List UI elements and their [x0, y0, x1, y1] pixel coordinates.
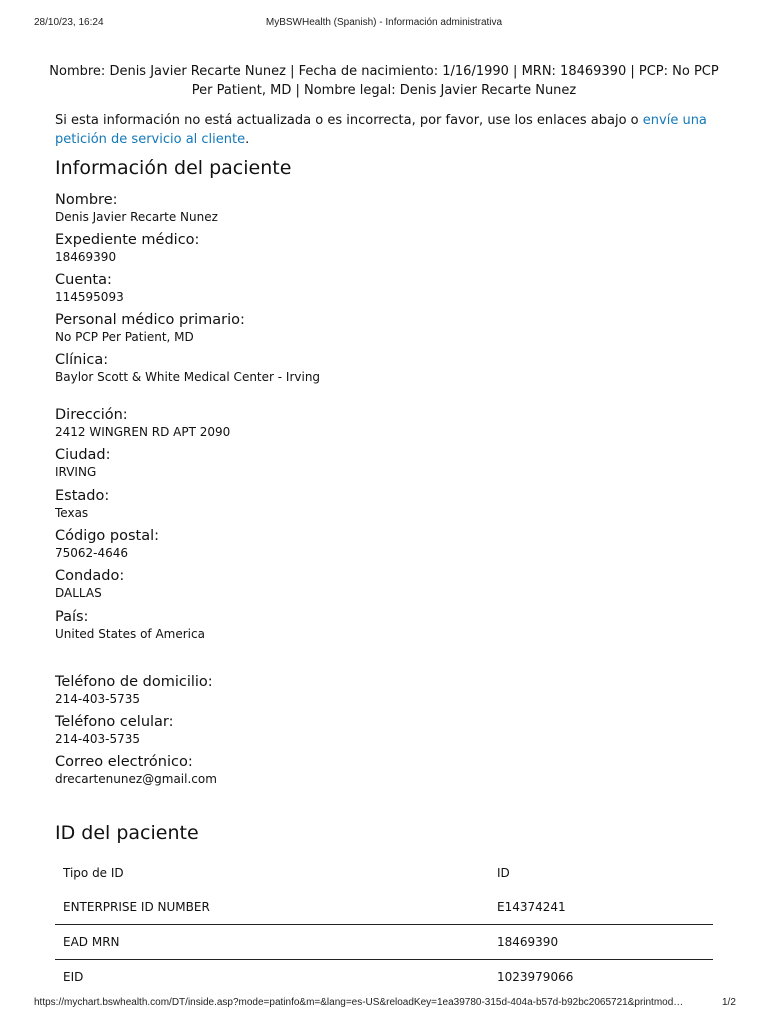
print-date: 28/10/23, 16:24 — [34, 17, 104, 28]
field-address — [55, 406, 715, 440]
patient-summary-line-2: Per Patient, MD | Nombre legal: Denis Javier Recarte Nunez — [191, 83, 577, 98]
field-clinic — [55, 351, 715, 385]
print-page-title: MyBSWHealth (Spanish) - Información administrativa — [265, 17, 503, 28]
table-row — [55, 925, 713, 960]
field-county — [55, 567, 715, 601]
field-label: Expediente médico: — [55, 232, 200, 248]
page-number: 1/2 — [722, 997, 736, 1008]
field-label: Teléfono celular: — [55, 714, 174, 730]
field-value: IRVING — [55, 465, 97, 479]
field-country — [55, 608, 715, 642]
update-notice-end: . — [245, 132, 250, 147]
field-value: Baylor Scott & White Medical Center - Irving — [55, 370, 321, 384]
field-label: Cuenta: — [55, 272, 112, 288]
table-row — [55, 960, 713, 995]
field-label: Código postal: — [55, 528, 160, 544]
patient-info-heading: Información del paciente — [55, 157, 292, 179]
field-home-phone — [55, 673, 715, 707]
field-label: Clínica: — [55, 352, 109, 368]
field-account — [55, 271, 715, 305]
field-value: DALLAS — [55, 586, 102, 600]
field-name — [55, 191, 715, 225]
field-value: 2412 WINGREN RD APT 2090 — [55, 425, 231, 439]
table-cell-id: E14374241 — [489, 890, 713, 925]
field-label: País: — [55, 609, 89, 625]
field-city — [55, 446, 715, 480]
field-value: 214-403-5735 — [55, 692, 141, 706]
table-cell-id-type: EAD MRN — [55, 925, 489, 960]
field-value: 75062-4646 — [55, 546, 129, 560]
table-cell-id: 18469390 — [489, 925, 713, 960]
field-label: Estado: — [55, 488, 110, 504]
table-cell-id-type: ENTERPRISE ID NUMBER — [55, 890, 489, 925]
field-value: Texas — [55, 506, 89, 520]
patient-summary-line-1: Nombre: Denis Javier Recarte Nunez | Fecha de nacimiento: 1/16/1990 | MRN: 18469390 | PCP: No PCP — [49, 64, 719, 79]
field-value: United States of America — [55, 627, 205, 641]
field-value: Denis Javier Recarte Nunez — [55, 210, 218, 224]
field-cell-phone — [55, 713, 715, 747]
field-value: No PCP Per Patient, MD — [55, 330, 194, 344]
field-label: Teléfono de domicilio: — [55, 674, 213, 690]
field-value: 18469390 — [55, 250, 117, 264]
field-value: 214-403-5735 — [55, 732, 141, 746]
field-value: 114595093 — [55, 290, 124, 304]
field-value: drecartenunez@gmail.com — [55, 772, 217, 786]
field-medical-record — [55, 231, 715, 265]
print-url: https://mychart.bswhealth.com/DT/inside.asp?mode=patinfo&m=&lang=es-US&reloadKey=1ea39780-315d-404a-b57d-b92bc2065721&printmod… — [34, 997, 684, 1008]
table-cell-id: 1023979066 — [497, 970, 574, 984]
field-primary-care — [55, 311, 715, 345]
table-header-row — [55, 856, 713, 890]
field-label: Ciudad: — [55, 447, 111, 463]
patient-id-table — [55, 856, 713, 994]
column-header-id: ID — [497, 866, 510, 880]
update-notice-text: Si esta información no está actualizada o es incorrecta, por favor, use los enlaces abajo o — [55, 113, 643, 128]
print-footer — [0, 997, 768, 1011]
field-label: Dirección: — [55, 407, 128, 423]
column-header-id-type: Tipo de ID — [63, 866, 124, 880]
print-header — [0, 17, 768, 31]
field-postal-code — [55, 527, 715, 561]
field-label: Nombre: — [55, 192, 118, 208]
patient-id-heading: ID del paciente — [55, 822, 199, 844]
update-notice — [55, 111, 715, 149]
field-email — [55, 753, 715, 787]
field-label: Condado: — [55, 568, 125, 584]
field-label: Correo electrónico: — [55, 754, 193, 770]
patient-summary — [40, 62, 728, 100]
field-label: Personal médico primario: — [55, 312, 245, 328]
table-row — [55, 890, 713, 925]
customer-service-request-link[interactable]: envíe una petición de servicio al cliente — [55, 113, 707, 147]
field-state — [55, 487, 715, 521]
table-cell-id-type: EID — [63, 970, 84, 984]
